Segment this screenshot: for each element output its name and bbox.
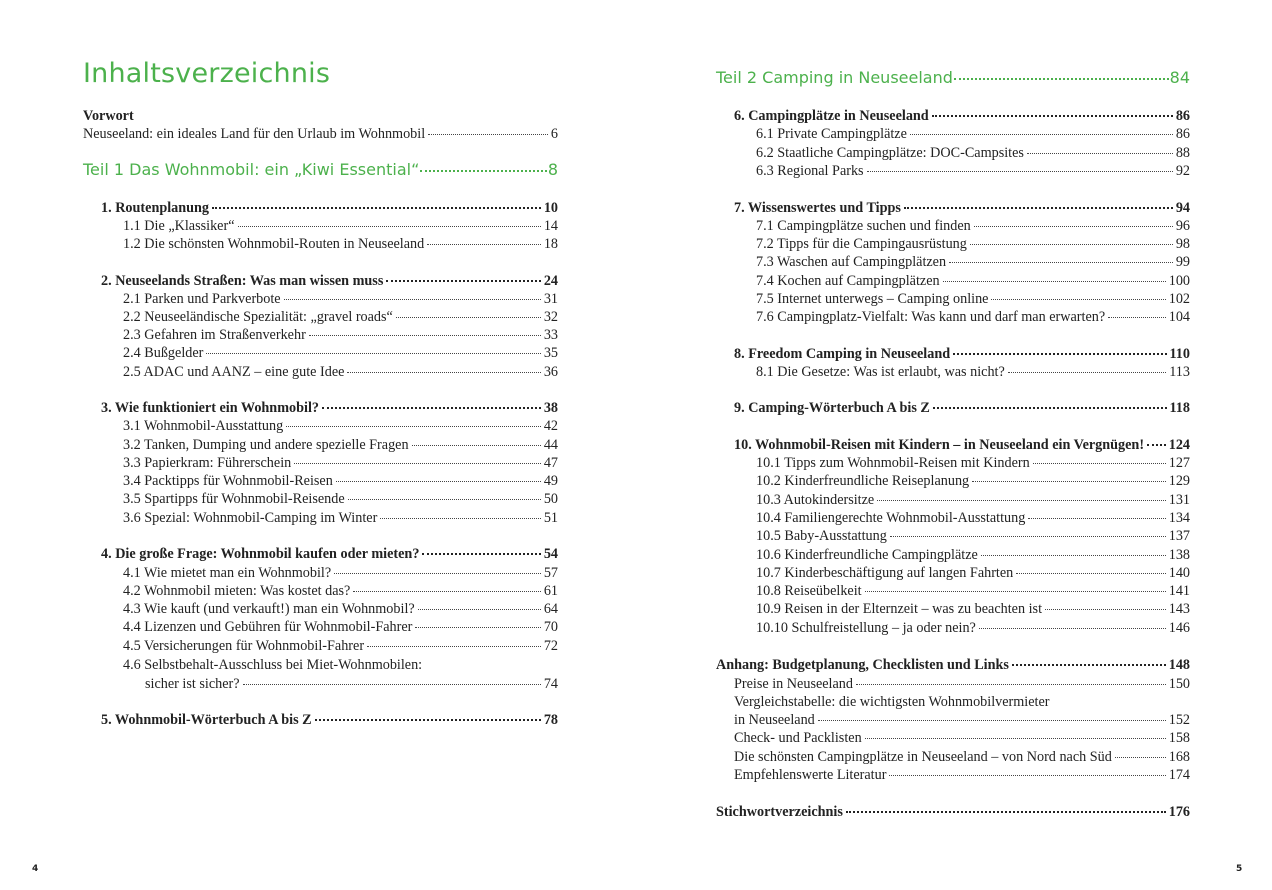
toc-entry-4-2: 4.2 Wohnmobil mieten: Was kostet das? 61 (123, 583, 558, 599)
toc-entry-3-6: 3.6 Spezial: Wohnmobil-Camping im Winter 51 (123, 510, 558, 526)
toc-entry-7-1: 7.1 Campingplätze suchen und finden 96 (756, 218, 1190, 234)
toc-entry-1-1: 1.1 Die „Klassiker“ 14 (123, 218, 558, 234)
toc-entry-7-5: 7.5 Internet unterwegs – Camping online 102 (756, 291, 1190, 307)
toc-chapter-1: 1. Routenplanung 10 (101, 200, 558, 216)
toc-appendix: Anhang: Budgetplanung, Checklisten und Links 148 (716, 657, 1190, 673)
toc-chapter-9: 9. Camping-Wörterbuch A bis Z 118 (734, 400, 1190, 416)
toc-chapter-3: 3. Wie funktioniert ein Wohnmobil? 38 (101, 400, 558, 416)
toc-index: Stichwortverzeichnis 176 (716, 804, 1190, 820)
toc-chapter-8: 8. Freedom Camping in Neuseeland 110 (734, 346, 1190, 362)
toc-entry-4-3: 4.3 Wie kauft (und verkauft!) man ein Wohnmobil? 64 (123, 601, 558, 617)
toc-appendix-2: in Neuseeland 152 (734, 712, 1190, 728)
toc-appendix-4: Die schönsten Campingplätze in Neuseeland – von Nord nach Süd 168 (734, 749, 1190, 765)
toc-entry-8-1: 8.1 Die Gesetze: Was ist erlaubt, was nicht? 113 (756, 364, 1190, 380)
toc-entry-10-10: 10.10 Schulfreistellung – ja oder nein? 146 (756, 620, 1190, 636)
toc-entry-10-6: 10.6 Kinderfreundliche Campingplätze 138 (756, 547, 1190, 563)
toc-chapter-7: 7. Wissenswertes und Tipps 94 (734, 200, 1190, 216)
page-number-right: 5 (1236, 864, 1243, 874)
toc-chapter-4: 4. Die große Frage: Wohnmobil kaufen oder mieten? 54 (101, 546, 558, 562)
toc-entry-2-4: 2.4 Bußgelder 35 (123, 345, 558, 361)
toc-entry-7-3: 7.3 Waschen auf Campingplätzen 99 (756, 254, 1190, 270)
toc-entry-2-1: 2.1 Parken und Parkverbote 31 (123, 291, 558, 307)
toc-entry-4-5: 4.5 Versicherungen für Wohnmobil-Fahrer 72 (123, 638, 558, 654)
toc-entry-10-5: 10.5 Baby-Ausstattung 137 (756, 528, 1190, 544)
toc-entry-6-1: 6.1 Private Campingplätze 86 (756, 126, 1190, 142)
toc-entry-vorwort: Neuseeland: ein ideales Land für den Urlaub im Wohnmobil 6 (83, 126, 558, 142)
toc-chapter-2: 2. Neuseelands Straßen: Was man wissen muss 24 (101, 273, 558, 289)
toc-appendix-5: Empfehlenswerte Literatur 174 (734, 767, 1190, 783)
part1-heading: Teil 1 Das Wohnmobil: ein „Kiwi Essential“ 8 (83, 160, 558, 179)
page-number-left: 4 (32, 864, 39, 874)
vorwort-heading: Vorwort (83, 108, 134, 124)
toc-entry-2-5: 2.5 ADAC und AANZ – eine gute Idee 36 (123, 364, 558, 380)
toc-entry-10-9: 10.9 Reisen in der Elternzeit – was zu beachten ist 143 (756, 601, 1190, 617)
toc-entry-10-3: 10.3 Autokindersitze 131 (756, 492, 1190, 508)
part2-heading: Teil 2 Camping in Neuseeland 84 (716, 68, 1190, 87)
toc-appendix-2-line1: Vergleichstabelle: die wichtigsten Wohnmobilvermieter (734, 694, 1050, 710)
toc-entry-4-6-line1: 4.6 Selbstbehalt-Ausschluss bei Miet-Wohnmobilen: (123, 657, 423, 673)
toc-entry-4-6: sicher ist sicher? 74 (145, 676, 558, 692)
toc-entry-3-4: 3.4 Packtipps für Wohnmobil-Reisen 49 (123, 473, 558, 489)
toc-entry-10-7: 10.7 Kinderbeschäftigung auf langen Fahrten 140 (756, 565, 1190, 581)
toc-entry-2-2: 2.2 Neuseeländische Spezialität: „gravel roads“ 32 (123, 309, 558, 325)
toc-entry-2-3: 2.3 Gefahren im Straßenverkehr 33 (123, 327, 558, 343)
right-page (636, 0, 1272, 890)
toc-entry-10-4: 10.4 Familiengerechte Wohnmobil-Ausstattung 134 (756, 510, 1190, 526)
toc-entry-10-2: 10.2 Kinderfreundliche Reiseplanung 129 (756, 473, 1190, 489)
toc-entry-10-1: 10.1 Tipps zum Wohnmobil-Reisen mit Kindern 127 (756, 455, 1190, 471)
toc-entry-6-2: 6.2 Staatliche Campingplätze: DOC-Campsites 88 (756, 145, 1190, 161)
toc-chapter-5: 5. Wohnmobil-Wörterbuch A bis Z 78 (101, 712, 558, 728)
toc-chapter-6: 6. Campingplätze in Neuseeland 86 (734, 108, 1190, 124)
toc-entry-3-2: 3.2 Tanken, Dumping und andere spezielle Fragen 44 (123, 437, 558, 453)
toc-entry-7-6: 7.6 Campingplatz-Vielfalt: Was kann und darf man erwarten? 104 (756, 309, 1190, 325)
toc-entry-4-4: 4.4 Lizenzen und Gebühren für Wohnmobil-Fahrer 70 (123, 619, 558, 635)
toc-appendix-1: Preise in Neuseeland 150 (734, 676, 1190, 692)
toc-appendix-3: Check- und Packlisten 158 (734, 730, 1190, 746)
toc-chapter-10: 10. Wohnmobil-Reisen mit Kindern – in Neuseeland ein Vergnügen! 124 (734, 437, 1190, 453)
toc-entry-7-2: 7.2 Tipps für die Campingausrüstung 98 (756, 236, 1190, 252)
toc-entry-10-8: 10.8 Reiseübelkeit 141 (756, 583, 1190, 599)
toc-entry-6-3: 6.3 Regional Parks 92 (756, 163, 1190, 179)
toc-entry-7-4: 7.4 Kochen auf Campingplätzen 100 (756, 273, 1190, 289)
toc-entry-3-1: 3.1 Wohnmobil-Ausstattung 42 (123, 418, 558, 434)
toc-entry-4-1: 4.1 Wie mietet man ein Wohnmobil? 57 (123, 565, 558, 581)
toc-entry-3-5: 3.5 Spartipps für Wohnmobil-Reisende 50 (123, 491, 558, 507)
toc-title: Inhaltsverzeichnis (83, 58, 331, 89)
toc-entry-1-2: 1.2 Die schönsten Wohnmobil-Routen in Neuseeland 18 (123, 236, 558, 252)
toc-entry-3-3: 3.3 Papierkram: Führerschein 47 (123, 455, 558, 471)
